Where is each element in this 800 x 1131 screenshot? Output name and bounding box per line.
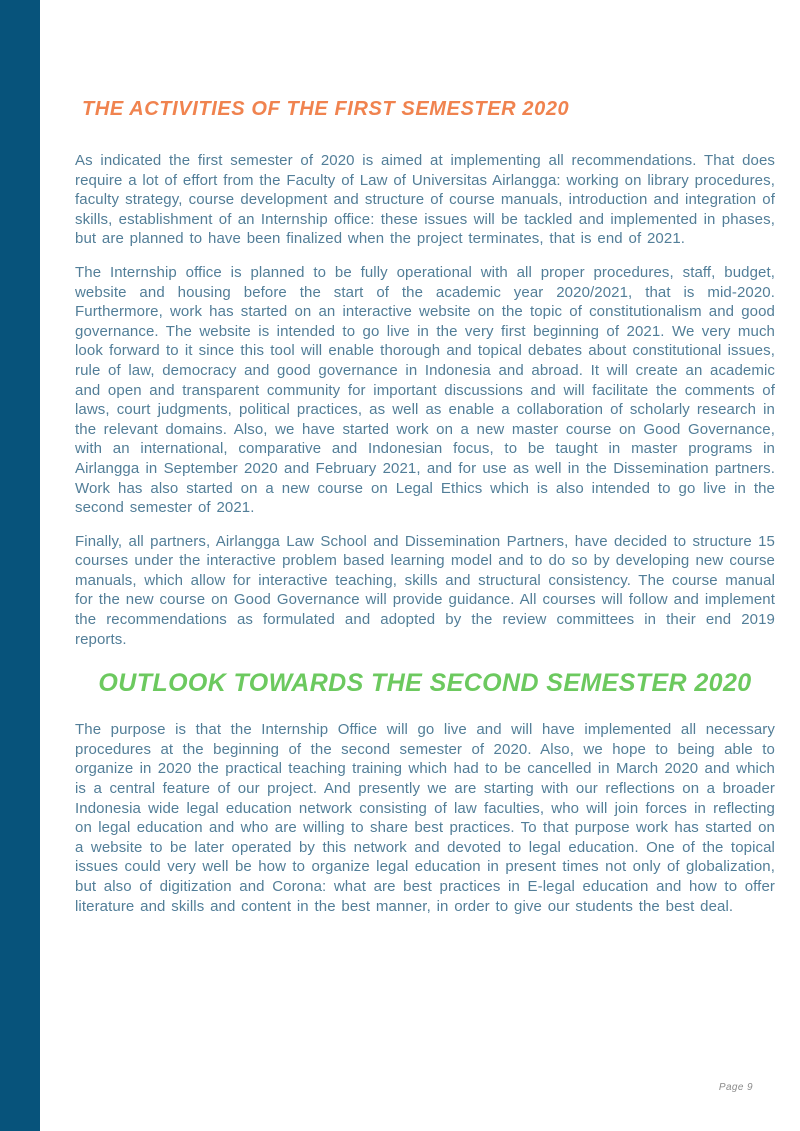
section-heading-second-semester: OUTLOOK TOWARDS THE SECOND SEMESTER 2020 xyxy=(98,669,752,698)
section-second-semester xyxy=(75,669,775,916)
page-number: Page 9 xyxy=(718,1082,753,1093)
section-first-semester xyxy=(75,98,775,649)
paragraph-outlook: The purpose is that the Internship Office will go live and will have implemented all necessary procedures at the beginning of the second semester of 2020. Also, we hope to being able to organize in 2020 the practical teaching training which had to be cancelled in March 2020 and which is a central feature of our project. And presently we are starting with our reflections on a broader Indonesia wide legal education network consisting of law faculties, who will join forces in reflecting on legal education and who are willing to share best practices. To that purpose work has started on a website to be later operated by this network and devoted to legal education. One of the topical issues could very well be how to organize legal education in present times not only of globalization, but also of digitization and Corona: what are best practices in E-legal education and how to offer literature and skills and content in the best manner, in order to give our students the best deal. xyxy=(75,721,775,915)
section-heading-first-semester: THE ACTIVITIES OF THE FIRST SEMESTER 2020 xyxy=(82,98,570,120)
paragraph-course-structure: Finally, all partners, Airlangga Law School and Dissemination Partners, have decided to structure 15 courses under the interactive problem based learning model and to do so by developing new course manuals, which allow for interactive teaching, skills and structural consistency. The course manual for the new course on Good Governance will provide guidance. All courses will follow and implement the recommendations as formulated and adopted by the review committees in their end 2019 reports. xyxy=(75,532,775,648)
left-accent-bar xyxy=(0,0,40,1131)
page-content xyxy=(75,0,775,930)
paragraph-internship-office: The Internship office is planned to be fully operational with all proper procedures, staff, budget, website and housing before the start of the academic year 2020/2021, that is mid-2020. Furthermore, work has started on an interactive website on the topic of constitutionalism and good governance. The website is intended to go live in the very first beginning of 2021. We very much look forward to it since this tool will enable thorough and topical debates about constitutional issues, rule of law, democracy and good governance in Indonesia and abroad. It will create an academic and open and transparent community for important discussions and will facilitate the comments of laws, court judgments, political practices, as well as enable a collaboration of scholarly research in the relevant domains. Also, we have started work on a new master course on Good Governance, with an international, comparative and Indonesian focus, to be taught in master programs in Airlangga in September 2020 and February 2021, and for use as well in the Dissemination partners. Work has also started on a new course on Legal Ethics which is also intended to go live in the second semester of 2021. xyxy=(75,263,775,517)
paragraph-recommendations: As indicated the first semester of 2020 is aimed at implementing all recommendations. That does require a lot of effort from the Faculty of Law of Universitas Airlangga: working on library procedures, faculty strategy, course development and structure of course manuals, introduction and integration of skills, establishment of an Internship office: these issues will be tackled and implemented in phases, but are planned to have been finalized when the project terminates, that is end of 2021. xyxy=(75,152,775,248)
